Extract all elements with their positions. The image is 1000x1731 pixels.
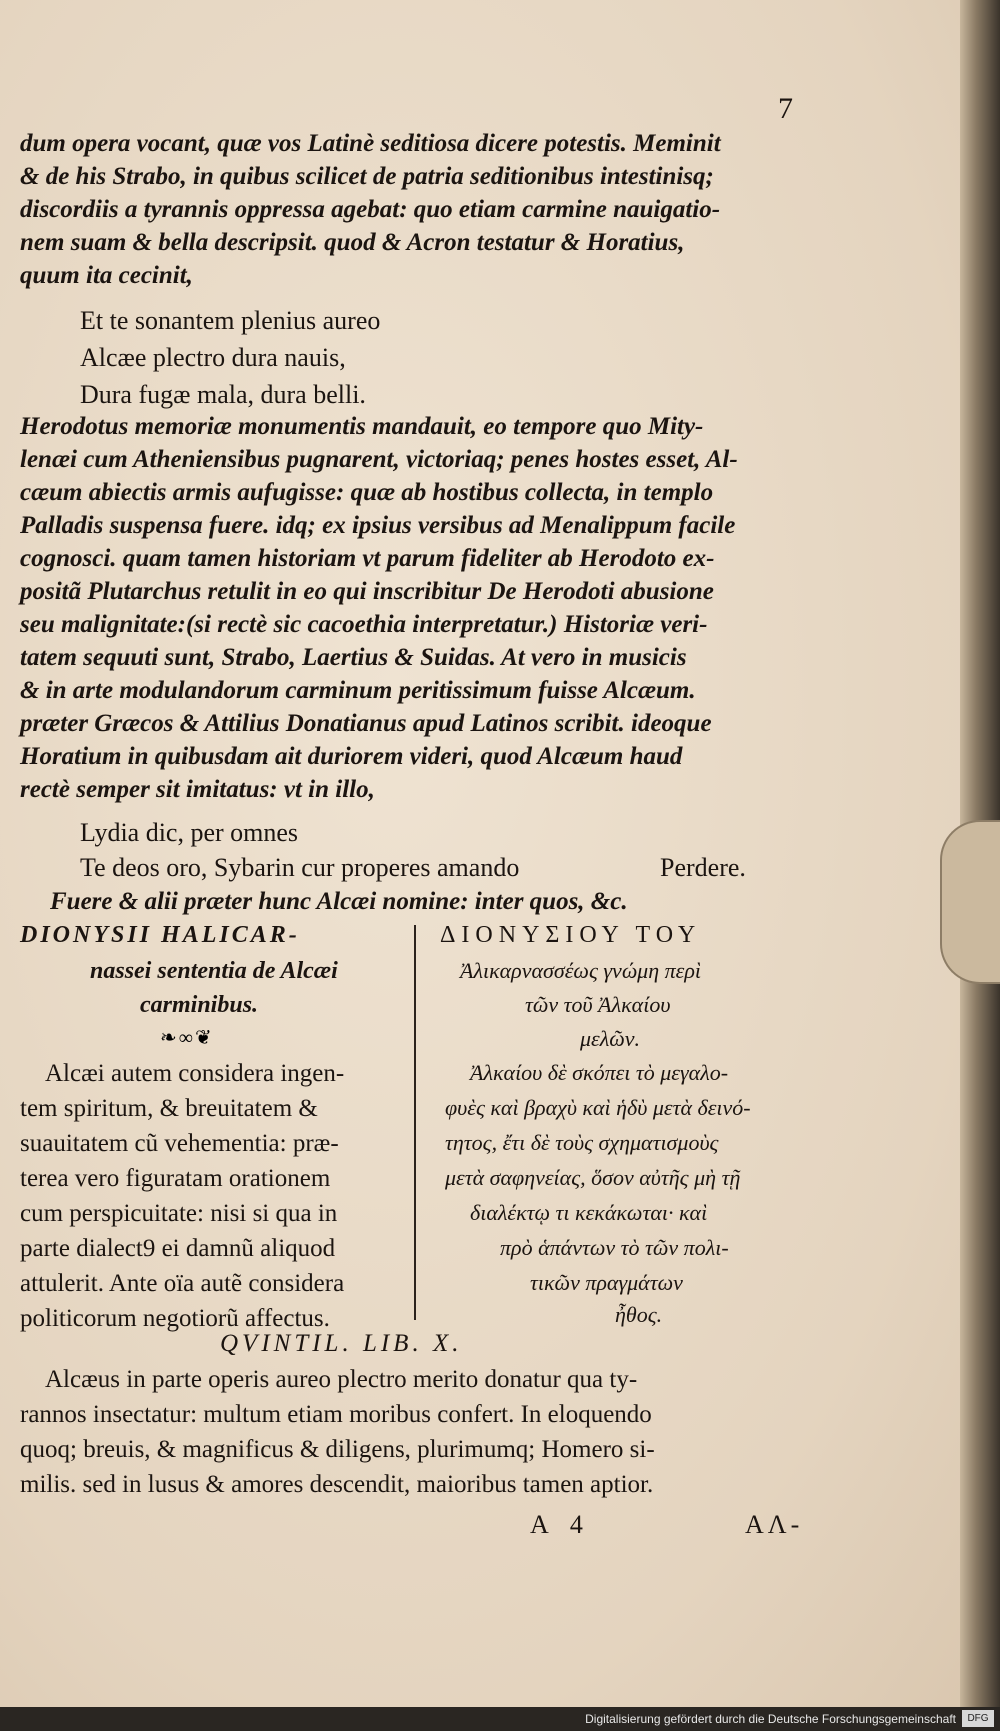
left-column-line: politicorum negotiorũ affectus. xyxy=(20,1305,330,1332)
body-line: cognosci. quam tamen historiam vt parum fideliter ab Herodoto ex- xyxy=(20,545,715,572)
left-column-line: tem spiritum, & breuitatem & xyxy=(20,1095,318,1122)
left-column-heading: DIONYSII HALICAR- xyxy=(20,922,300,948)
verse-line: Perdere. xyxy=(660,853,746,882)
left-column-line: parte dialect9 ei damnũ aliquod xyxy=(20,1235,336,1262)
intro-line: & de his Strabo, in quibus scilicet de patria seditionibus intestinisq; xyxy=(20,163,714,190)
quintil-line: Alcæus in parte operis aureo plectro merito donatur qua ty- xyxy=(45,1366,638,1393)
left-column-line: terea vero figuratam orationem xyxy=(20,1165,331,1192)
body-line: cæum abiectis armis aufugisse: quæ ab hostibus collecta, in templo xyxy=(20,479,714,506)
verse-line: Te deos oro, Sybarin cur properes amando xyxy=(80,853,520,882)
right-column-line: Ἀλκαίου δὲ σκόπει τὸ μεγαλο- xyxy=(470,1060,729,1085)
right-column-line: τικῶν πραγμάτων xyxy=(530,1270,683,1295)
right-column-line: πρὸ ἁπάντων τὸ τῶν πολι- xyxy=(500,1235,729,1260)
footer-bar xyxy=(0,1707,1000,1731)
column-divider xyxy=(414,925,416,1320)
right-column-line: ἦθος. xyxy=(615,1302,663,1327)
left-column-heading: carminibus. xyxy=(140,992,259,1018)
intro-line: quum ita cecinit, xyxy=(20,262,193,289)
verse-line: Et te sonantem plenius aureo xyxy=(80,306,381,335)
intro-line: nem suam & bella descripsit. quod & Acron testatur & Horatius, xyxy=(20,229,685,256)
quintil-line: rannos insectatur: multum etiam moribus confert. In eloquendo xyxy=(20,1401,652,1428)
left-column-line: attulerit. Ante oïa autẽ considera xyxy=(20,1270,345,1297)
left-column-line: suauitatem cũ vehementia: præ- xyxy=(20,1130,339,1157)
page-number: 7 xyxy=(778,92,793,125)
signature-mark: A 4 xyxy=(530,1510,591,1539)
quintil-line: milis. sed in lusus & amores descendit, maioribus tamen aptior. xyxy=(20,1471,654,1498)
quintil-line: quoq; breuis, & magnificus & diligens, plurimumq; Homero si- xyxy=(20,1436,655,1463)
right-column-line: μετὰ σαφηνείας, ὅσον αὐτῆς μὴ τῇ xyxy=(445,1165,741,1190)
right-column-heading: ΔΙΟΝΥΣΙΟΥ ΤΟΥ xyxy=(440,922,702,948)
right-column-line: διαλέκτῳ τι κεκάκωται· καὶ xyxy=(470,1200,708,1225)
body-line: positã Plutarchus retulit in eo qui inscribitur De Herodoti abusione xyxy=(20,578,714,605)
footer-credit: Digitalisierung gefördert durch die Deutsche Forschungsgemeinschaft xyxy=(585,1712,956,1726)
page-tab-mark xyxy=(940,820,1000,984)
right-column-heading: τῶν τοῦ Ἀλκαίου xyxy=(525,992,671,1017)
left-column-heading: nassei sententia de Alcæi xyxy=(90,958,338,984)
right-column-heading: μελῶν. xyxy=(580,1026,641,1051)
quintil-heading: QVINTIL. LIB. X. xyxy=(220,1330,463,1357)
body-line: lenæi cum Atheniensibus pugnarent, victoriaq; penes hostes esset, Al- xyxy=(20,446,738,473)
body-line: tatem sequuti sunt, Strabo, Laertius & Suidas. At vero in musicis xyxy=(20,644,687,671)
body-line: & in arte modulandorum carminum peritissimum fuisse Alcæum. xyxy=(20,677,696,704)
verse-line: Alcæe plectro dura nauis, xyxy=(80,343,346,372)
body-line: Herodotus memoriæ monumentis mandauit, eo tempore quo Mity- xyxy=(20,413,704,440)
ornament: ❧∞❦ xyxy=(160,1027,214,1049)
body-line: seu malignitate:(si rectè sic cacoethia interpretatur.) Historiæ veri- xyxy=(20,611,708,638)
catchword: AΛ- xyxy=(745,1510,804,1539)
verse-line: Lydia dic, per omnes xyxy=(80,818,299,847)
right-column-heading: Ἀλικαρνασσέως γνώμη περὶ xyxy=(460,958,701,983)
body-line: præter Græcos & Attilius Donatianus apud Latinos scribit. ideoque xyxy=(20,710,712,737)
verse-line: Dura fugæ mala, dura belli. xyxy=(80,380,366,409)
intro-line: dum opera vocant, quæ vos Latinè seditiosa dicere potestis. Meminit xyxy=(20,130,721,157)
after-verse-line: Fuere & alii præter hunc Alcæi nomine: inter quos, &c. xyxy=(50,888,628,915)
dfg-logo: DFG xyxy=(962,1710,994,1727)
body-line: Horatium in quibusdam ait duriorem videri, quod Alcæum haud xyxy=(20,743,683,770)
left-column-line: cum perspicuitate: nisi si qua in xyxy=(20,1200,338,1227)
right-column-line: τητος, ἔτι δὲ τοὺς σχηματισμοὺς xyxy=(445,1130,719,1155)
intro-line: discordiis a tyrannis oppressa agebat: quo etiam carmine nauigatio- xyxy=(20,196,721,223)
body-line: Palladis suspensa fuere. idq; ex ipsius versibus ad Menalippum facile xyxy=(20,512,736,539)
right-column-line: φυὲς καὶ βραχὺ καὶ ἡδὺ μετὰ δεινό- xyxy=(445,1095,751,1120)
body-line: rectè semper sit imitatus: vt in illo, xyxy=(20,776,375,803)
left-column-line: Alcæi autem considera ingen- xyxy=(45,1060,345,1087)
